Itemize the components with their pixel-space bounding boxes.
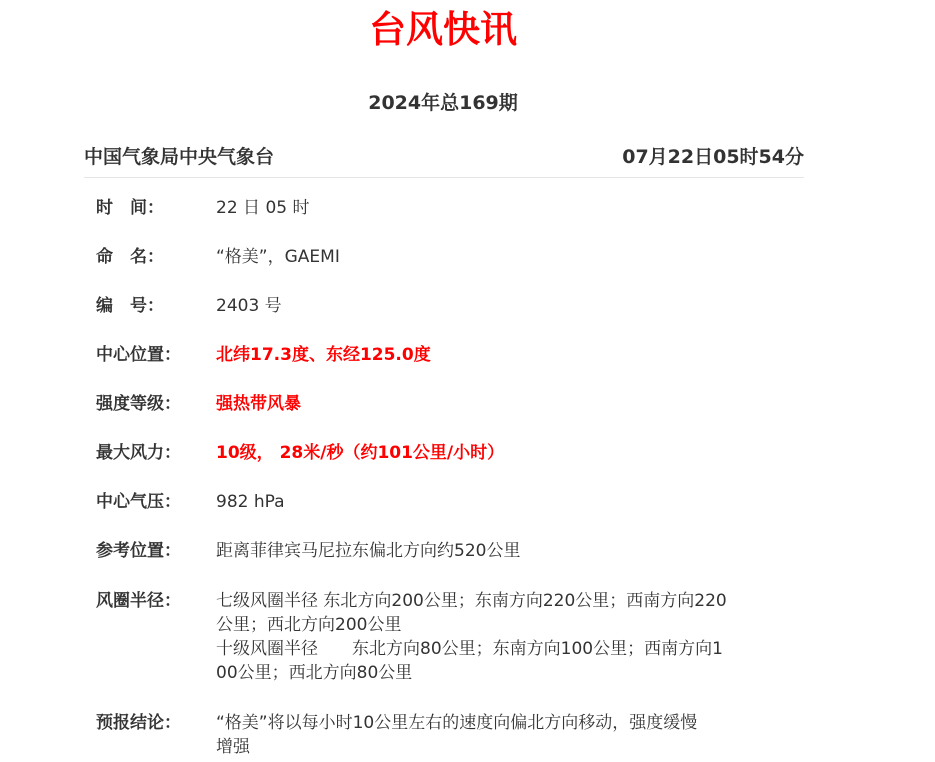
field-value: “格美”，GAEMI: [216, 247, 340, 267]
issue-number: 2024年总169期: [368, 92, 518, 114]
field-label: 命 名：: [96, 247, 164, 267]
field-label: 中心气压：: [96, 492, 181, 512]
field-label: 预报结论：: [96, 713, 181, 733]
field-value: 强热带风暴: [216, 394, 301, 414]
field-label: 风圈半径：: [96, 591, 181, 611]
field-value: 距离菲律宾马尼拉东偏北方向约520公里: [216, 541, 521, 561]
publish-datetime: 07月22日05时54分: [622, 146, 804, 168]
field-value: 10级， 28米/秒（约101公里/小时）: [216, 443, 505, 463]
field-value: 2403 号: [216, 296, 282, 316]
divider: [84, 177, 804, 178]
value-line: 00公里；西北方向80公里: [216, 663, 413, 683]
value-line: 增强: [216, 737, 250, 757]
value-line: 十级风圈半径 东北方向80公里；东南方向100公里；西南方向1: [216, 639, 723, 659]
field-value: 22 日 05 时: [216, 198, 310, 218]
field-label: 最大风力：: [96, 443, 181, 463]
value-line: 公里；西北方向200公里: [216, 615, 402, 635]
field-value: [216, 711, 788, 759]
organization: 中国气象局中央气象台: [84, 146, 275, 168]
field-label: 时 间：: [96, 198, 164, 218]
page-title: 台风快讯: [369, 8, 517, 51]
field-label: 编 号：: [96, 296, 164, 316]
value-line: “格美”将以每小时10公里左右的速度向偏北方向移动，强度缓慢: [216, 713, 698, 733]
value-line: 七级风圈半径 东北方向200公里；东南方向220公里；西南方向220: [216, 591, 727, 611]
field-value: [216, 589, 788, 685]
field-label: 中心位置：: [96, 345, 181, 365]
field-label: 参考位置：: [96, 541, 181, 561]
field-value: 北纬17.3度、东经125.0度: [216, 345, 431, 365]
field-value: 982 hPa: [216, 492, 285, 512]
field-label: 强度等级：: [96, 394, 181, 414]
